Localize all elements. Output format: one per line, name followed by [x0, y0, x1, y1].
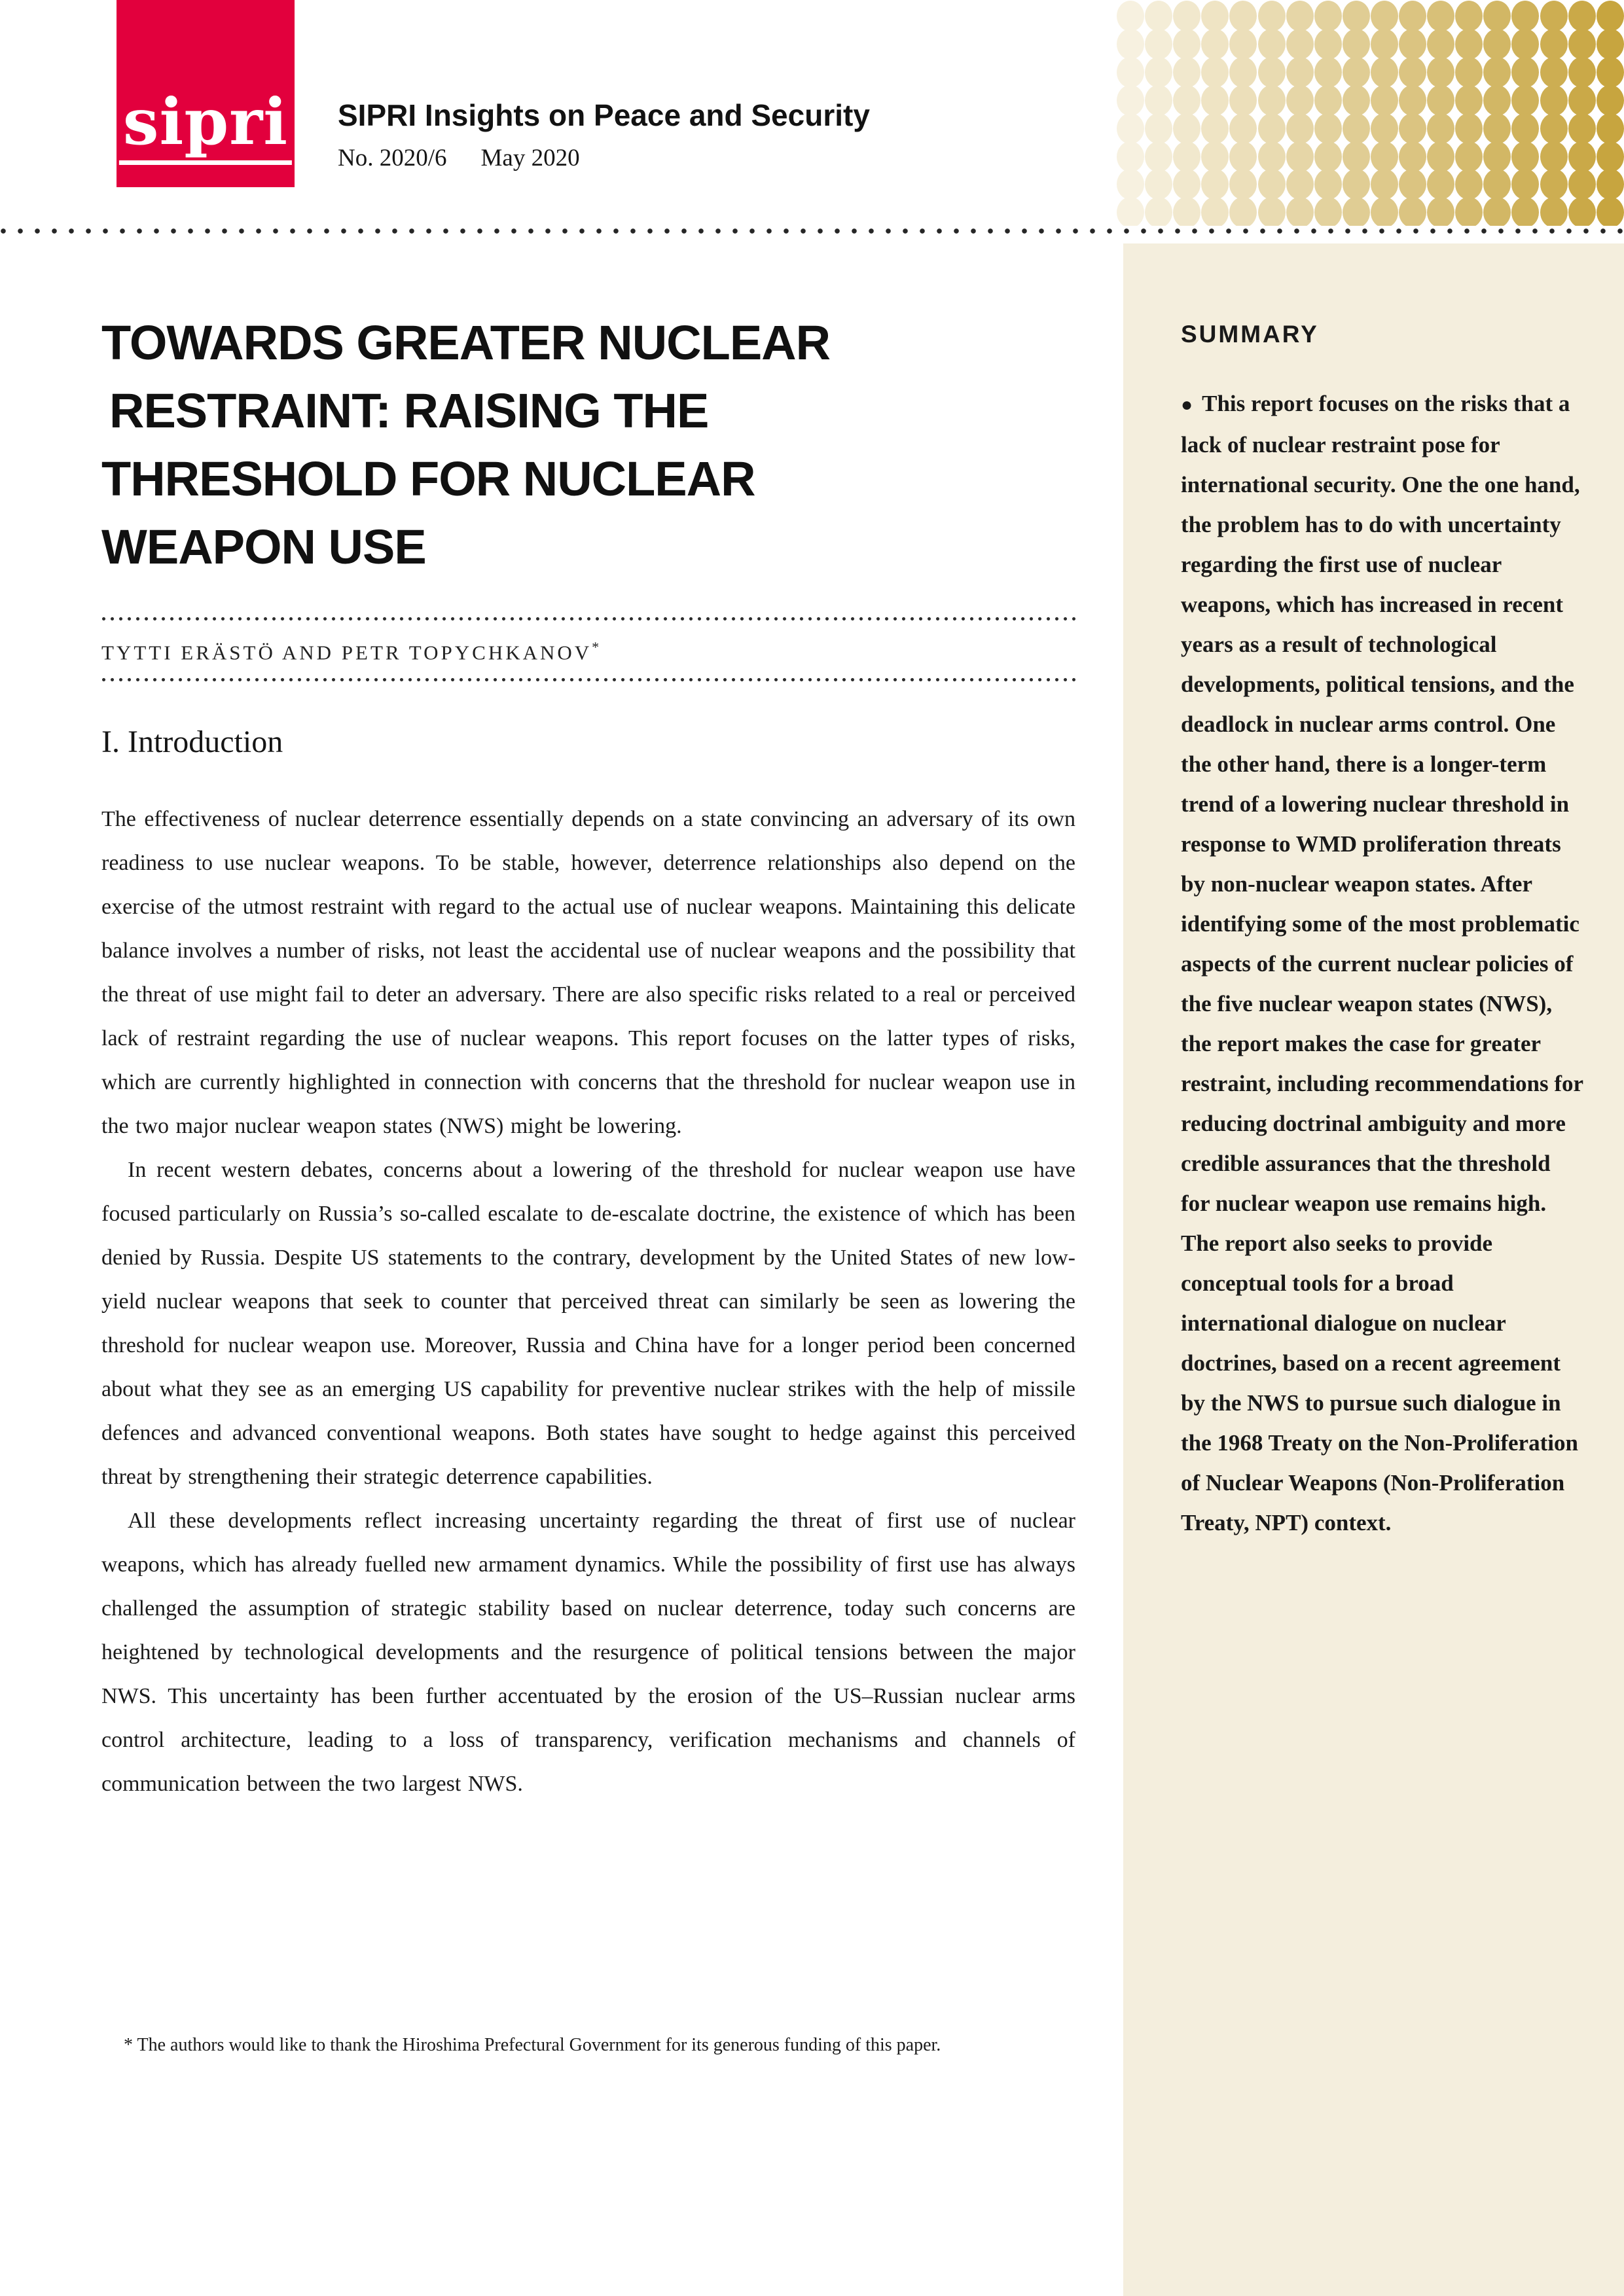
gold-dot: [1343, 141, 1370, 172]
summary-text: [1181, 384, 1583, 1543]
authors-footnote-mark: *: [592, 639, 600, 655]
gold-dot: [1173, 85, 1200, 116]
gold-dot: [1597, 169, 1624, 200]
gold-dot: [1455, 169, 1483, 200]
gold-dot: [1145, 141, 1172, 172]
gold-dot: [1286, 141, 1314, 172]
gold-dot: [1314, 169, 1342, 200]
gold-dot: [1145, 57, 1172, 88]
gold-dot: [1173, 113, 1200, 144]
gold-dot: [1173, 57, 1200, 88]
gold-dot: [1258, 141, 1286, 172]
gold-dot: [1483, 169, 1511, 200]
gold-dot: [1201, 141, 1229, 172]
gold-dot: [1427, 141, 1454, 172]
gold-dot: [1371, 197, 1398, 226]
gold-dot: [1540, 29, 1568, 60]
gold-dot: [1314, 85, 1342, 116]
footnote: * The authors would like to thank the Hiroshima Prefectural Government for its generous funding of this paper.: [124, 2035, 941, 2055]
gold-dot: [1399, 113, 1426, 144]
gold-dot: [1540, 169, 1568, 200]
gold-dot: [1511, 29, 1539, 60]
gold-dot: [1568, 141, 1596, 172]
issue-line: [338, 144, 870, 173]
gold-dot: [1314, 197, 1342, 226]
gold-dot: [1597, 85, 1624, 116]
gold-dot: [1314, 57, 1342, 88]
gold-dot: [1343, 113, 1370, 144]
gold-dot: [1568, 1, 1596, 31]
article-title: [101, 296, 1075, 581]
gold-dot: [1201, 169, 1229, 200]
gold-dot: [1314, 113, 1342, 144]
gold-dot: [1145, 113, 1172, 144]
gold-dot: [1117, 169, 1144, 200]
gold-dot: [1540, 1, 1568, 31]
gold-dot: [1511, 197, 1539, 226]
gold-dot: [1314, 141, 1342, 172]
gold-dot: [1483, 197, 1511, 226]
gold-dot: [1568, 57, 1596, 88]
gold-dot: [1343, 1, 1370, 31]
gold-dot: [1173, 1, 1200, 31]
gold-dot: [1371, 29, 1398, 60]
authors-names: TYTTI ERÄSTÖ AND PETR TOPYCHKANOV: [101, 641, 592, 664]
bullet-icon: ●: [1181, 394, 1193, 416]
gold-dot: [1229, 85, 1257, 116]
gold-dot: [1511, 85, 1539, 116]
gold-dot: [1229, 141, 1257, 172]
gold-dot: [1399, 85, 1426, 116]
gold-dot: [1343, 197, 1370, 226]
gold-dot: [1455, 113, 1483, 144]
article-title-line: THRESHOLD FOR NUCLEAR: [101, 452, 755, 506]
gold-dot: [1399, 29, 1426, 60]
gold-dot: [1427, 57, 1454, 88]
gold-dot: [1597, 197, 1624, 226]
gold-dot: [1540, 113, 1568, 144]
sipri-logo-text: sipri: [119, 90, 292, 165]
gold-dot: [1286, 113, 1314, 144]
gold-dot: [1229, 169, 1257, 200]
dotted-rule: [101, 617, 1075, 621]
gold-dot: [1427, 169, 1454, 200]
article-title-line: RESTRAINT: RAISING THE: [109, 384, 709, 438]
gold-dot: [1483, 85, 1511, 116]
gold-dot: [1145, 29, 1172, 60]
article-title-line: TOWARDS GREATER NUCLEAR: [101, 315, 831, 370]
gold-dot: [1286, 29, 1314, 60]
gold-dot: [1540, 197, 1568, 226]
gold-dot: [1258, 29, 1286, 60]
gold-dot: [1258, 1, 1286, 31]
issue-number: No. 2020/6: [338, 145, 447, 171]
gold-dot: [1568, 85, 1596, 116]
gold-dot: [1229, 29, 1257, 60]
gold-dot: [1343, 57, 1370, 88]
gold-dot: [1229, 197, 1257, 226]
gold-dot: [1399, 1, 1426, 31]
gold-dot: [1511, 113, 1539, 144]
gold-dot: [1597, 141, 1624, 172]
gold-dot: [1229, 1, 1257, 31]
gold-dot: [1455, 1, 1483, 31]
gold-dot: [1258, 169, 1286, 200]
body-paragraph: In recent western debates, concerns about a lowering of the threshold for nuclear weapon use have focused particularly on Russia’s so-called escalate to de-escalate doctrine, the existence of which has been denied by Russia. Despite US statements to the contrary, development by the United States of new low-yield nuclear weapons that seek to counter that perceived threat can similarly be seen as lowering the threshold for nuclear weapon use. Moreover, Russia and China have for a longer period been concerned about what they see as an emerging US capability for preventive nuclear strikes with the help of missile defences and advanced conventional weapons. Both states have sought to hedge against this perceived threat by strengthening their strategic deterrence capabilities.: [101, 1158, 1075, 1490]
gold-dot: [1427, 113, 1454, 144]
gold-dot: [1314, 1, 1342, 31]
gold-dot: [1117, 197, 1144, 226]
gold-dot: [1145, 1, 1172, 31]
gold-dot: [1427, 197, 1454, 226]
gold-dot: [1568, 169, 1596, 200]
gold-dot: [1258, 197, 1286, 226]
gold-dot: [1455, 57, 1483, 88]
gold-dot: [1371, 1, 1398, 31]
article-column: [101, 296, 1075, 1806]
gold-dot: [1399, 169, 1426, 200]
summary-heading: SUMMARY: [1181, 321, 1319, 348]
gold-dot: [1173, 197, 1200, 226]
gold-dot: [1145, 85, 1172, 116]
gold-dot: [1597, 29, 1624, 60]
top-dotted-rule: [0, 228, 1624, 234]
gold-dot: [1597, 1, 1624, 31]
gold-dot: [1483, 57, 1511, 88]
gold-dot: [1286, 85, 1314, 116]
dotted-rule: [101, 677, 1075, 682]
gold-dot: [1117, 85, 1144, 116]
gold-dot: [1117, 57, 1144, 88]
gold-dot: [1258, 57, 1286, 88]
gold-dot: [1343, 29, 1370, 60]
gold-dot: [1455, 141, 1483, 172]
gold-dot: [1399, 141, 1426, 172]
gold-dot: [1117, 29, 1144, 60]
gold-dot: [1145, 197, 1172, 226]
gold-dot: [1201, 197, 1229, 226]
gold-dot: [1427, 85, 1454, 116]
gold-dot: [1427, 29, 1454, 60]
section-heading: I. Introduction: [101, 725, 283, 760]
gold-dot: [1483, 141, 1511, 172]
gold-dot: [1568, 29, 1596, 60]
gold-dot: [1455, 29, 1483, 60]
gold-dot: [1540, 141, 1568, 172]
gold-dot: [1343, 85, 1370, 116]
gold-dot: [1511, 1, 1539, 31]
gold-dot: [1511, 141, 1539, 172]
gold-dot: [1286, 169, 1314, 200]
gold-dot: [1258, 85, 1286, 116]
gold-dot: [1173, 169, 1200, 200]
gold-dot: [1511, 169, 1539, 200]
gold-dot: [1201, 57, 1229, 88]
gold-dot: [1343, 169, 1370, 200]
gold-dot: [1286, 1, 1314, 31]
gold-dot: [1540, 85, 1568, 116]
gold-dot: [1371, 57, 1398, 88]
gold-dot: [1286, 197, 1314, 226]
gold-dot: [1399, 197, 1426, 226]
gold-dot-pattern: [1117, 0, 1624, 226]
summary-body: This report focuses on the risks that a lack of nuclear restraint pose for international security. One the one hand, the problem has to do with uncertainty regarding the first use of nuclear weapons, which has increased in recent years as a result of technological developments, political tensions, and the deadlock in nuclear arms control. One the other hand, there is a longer-term trend of a lowering nuclear threshold in response to WMD proliferation threats by non-nuclear weapon states. After identifying some of the most problematic aspects of the current nuclear policies of the five nuclear weapon states (NWS), the report makes the case for greater restraint, including recommendations for reducing doctrinal ambiguity and more credible assurances that the threshold for nuclear weapon use remains high. The report also seeks to provide conceptual tools for a broad international dialogue on nuclear doctrines, based on a recent agreement by the NWS to pursue such dialogue in the 1968 Treaty on the Non-Proliferation of Nuclear Weapons (Non-Proliferation Treaty, NPT) context.: [1181, 391, 1583, 1535]
gold-dot: [1511, 57, 1539, 88]
body-paragraph: The effectiveness of nuclear deterrence essentially depends on a state convincing an adversary of its own readiness to use nuclear weapons. To be stable, however, deterrence relationships also depend on the exercise of the utmost restraint with regard to the actual use of nuclear weapons. Maintaining this delicate balance involves a number of risks, not least the accidental use of nuclear weapons and the possibility that the threat of use might fail to deter an adversary. There are also specific risks related to a real or perceived lack of restraint regarding the use of nuclear weapons. This report focuses on the latter types of risks, which are currently highlighted in connection with concerns that the threshold for nuclear weapon use in the two major nuclear weapon states (NWS) might be lowering.: [101, 807, 1075, 1139]
article-title-line: WEAPON USE: [101, 520, 426, 574]
gold-dot: [1201, 85, 1229, 116]
gold-dot: [1483, 113, 1511, 144]
gold-dot: [1117, 113, 1144, 144]
gold-dot: [1201, 1, 1229, 31]
gold-dot: [1568, 197, 1596, 226]
gold-dot: [1483, 29, 1511, 60]
gold-dot: [1229, 57, 1257, 88]
gold-dot: [1427, 1, 1454, 31]
gold-dot: [1371, 141, 1398, 172]
gold-dot: [1399, 57, 1426, 88]
gold-dot: [1371, 85, 1398, 116]
gold-dot: [1597, 113, 1624, 144]
gold-dot: [1314, 29, 1342, 60]
gold-dot: [1229, 113, 1257, 144]
gold-dot: [1117, 1, 1144, 31]
gold-dot: [1286, 57, 1314, 88]
gold-dot: [1597, 57, 1624, 88]
gold-dot: [1371, 113, 1398, 144]
gold-dot: [1455, 197, 1483, 226]
series-title: SIPRI Insights on Peace and Security: [338, 98, 870, 132]
authors-line: [101, 630, 1075, 670]
gold-dot: [1371, 169, 1398, 200]
gold-dot: [1201, 113, 1229, 144]
body-paragraph: All these developments reflect increasing uncertainty regarding the threat of first use of nuclear weapons, which has already fuelled new armament dynamics. While the possibility of first use has always challenged the assumption of strategic stability based on nuclear deterrence, today such concerns are heightened by technological developments and the resurgence of political tensions between the major NWS. This uncertainty has been further accentuated by the erosion of the US–Russian nuclear arms control architecture, leading to a loss of transparency, verification mechanisms and channels of communication between the two largest NWS.: [101, 1509, 1075, 1797]
summary-sidebar: [1123, 243, 1624, 2296]
sipri-logo: [117, 0, 295, 187]
issue-date: May 2020: [480, 145, 580, 171]
gold-dot: [1201, 29, 1229, 60]
gold-dot: [1117, 141, 1144, 172]
masthead: [338, 98, 870, 173]
gold-dot: [1173, 29, 1200, 60]
gold-dot: [1483, 1, 1511, 31]
gold-dot: [1568, 113, 1596, 144]
gold-dot: [1173, 141, 1200, 172]
gold-dot: [1455, 85, 1483, 116]
gold-dot: [1145, 169, 1172, 200]
gold-dot: [1540, 57, 1568, 88]
gold-dot: [1258, 113, 1286, 144]
